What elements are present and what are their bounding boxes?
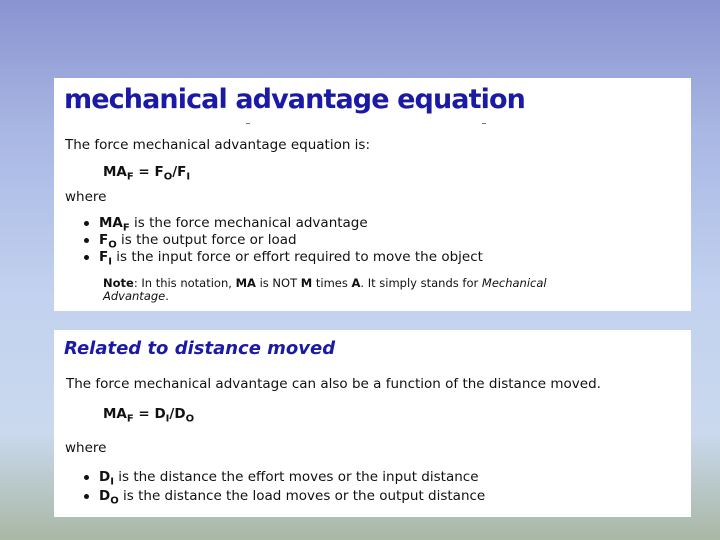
distance-moved-panel [54,330,691,517]
bullet-icon [84,221,89,226]
mechanical-advantage-panel [54,78,691,311]
list-item: $MA_F$ is the force mechanical advantage [84,215,368,234]
bullet-icon [84,494,89,499]
bullet-icon [84,238,89,243]
intro-text: The force mechanical advantage can also be a function of the distance moved. [66,376,601,392]
list-item: $F_O$ is the output force or load [84,232,297,251]
distance-equation: $MA_F = D_I/D_O$ [103,406,195,425]
section-title: Related to distance moved [64,338,336,359]
note-line-1: Note: In this notation, MA is NOT M times A. It simply stands for Mechanical [103,276,547,290]
force-equation: $MA_F = F_O/F_I$ [103,164,191,183]
list-item: $F_I$ is the input force or effort required to move the object [84,249,483,268]
page-title: mechanical advantage equation [64,84,525,115]
decorative-tick [482,123,486,124]
note-line-2: Advantage. [103,289,169,303]
bullet-icon [84,255,89,260]
where-label: where [65,440,107,456]
decorative-tick [246,123,250,124]
intro-text: The force mechanical advantage equation is: [65,137,371,153]
where-label: where [65,189,107,205]
list-item: $D_O$ is the distance the load moves or the output distance [84,488,485,507]
bullet-icon [84,475,89,480]
list-item: $D_I$ is the distance the effort moves or the input distance [84,469,479,488]
